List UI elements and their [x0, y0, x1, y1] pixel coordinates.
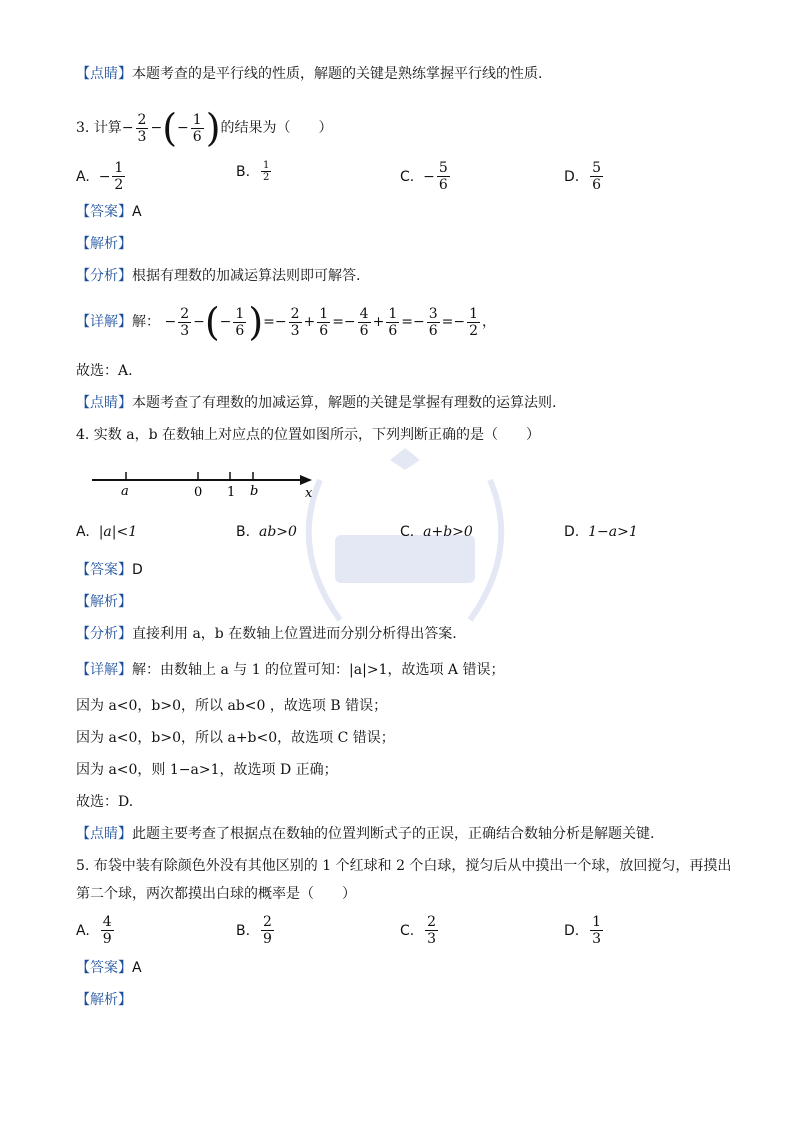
- q5-option-b[interactable]: B. $\frac{2}{9}$: [236, 914, 272, 947]
- q4-line-1: 因为 a<0，b>0，所以 ab<0 ，故选项 B 错误；: [76, 698, 388, 714]
- q4-option-d[interactable]: D. 1−a>1: [564, 524, 638, 540]
- q4-stem: 4. 实数 a，b 在数轴上对应点的位置如图所示，下列判断正确的是（ ）: [76, 427, 541, 443]
- q4-xiangjie: 【详解】解：由数轴上 a 与 1 的位置可知：|a|>1，故选项 A 错误；: [76, 662, 505, 678]
- q3-jiexi: 【解析】: [76, 236, 132, 252]
- q4-line-3: 因为 a<0，则 1−a>1，故选项 D 正确；: [76, 762, 338, 778]
- q3-fenxi: 【分析】根据有理数的加减运算法则即可解答.: [76, 268, 361, 284]
- q4-fenxi: 【分析】直接利用 a，b 在数轴上位置进而分别分析得出答案.: [76, 626, 457, 642]
- axis-label-zero: 0: [194, 485, 203, 500]
- q3-dianjing: 【点睛】本题考查了有理数的加减运算，解题的关键是掌握有理数的运算法则.: [76, 395, 557, 411]
- q3-guxuan: 故选：A.: [76, 363, 133, 379]
- q3-stem: 3. 计算 − $\frac{2}{3}$ − ( − $\frac{1}{6}$ ) 的结果为（ ）: [76, 106, 333, 150]
- number-line: [90, 466, 330, 506]
- q4-option-c[interactable]: C. a+b>0: [400, 524, 473, 540]
- q3-option-c[interactable]: C. − $\frac{5}{6}$: [400, 160, 448, 193]
- q4-option-a[interactable]: A. |a|<1: [76, 524, 138, 540]
- q3-xiangjie: 【详解】 解： − $\frac{2}{3}$ − ( − $\frac{1}{6}$ ) =− $\frac{2}{3}$ + $\frac{1}{6}$ =− $\frac{4}{6}$ + $\frac{1}{6}$ =− $\frac{3}{6}$ =− $\frac{1}{2}$ ，: [76, 300, 497, 344]
- axis-label-x: x: [305, 486, 313, 501]
- q4-option-b[interactable]: B. ab>0: [236, 524, 297, 540]
- dianjing-text: 本题考查的是平行线的性质，解题的关键是熟练掌握平行线的性质.: [132, 66, 543, 82]
- q4-jiexi: 【解析】: [76, 594, 132, 610]
- q3-frac-1: $\frac{2}{3}$: [137, 111, 147, 145]
- axis-label-one: 1: [227, 485, 236, 500]
- axis-label-a: a: [121, 484, 129, 499]
- q5-stem-1: 5. 布袋中装有除颜色外没有其他区别的 1 个红球和 2 个白球，搅匀后从中摸出一个球，放回搅匀，再摸出: [76, 858, 732, 874]
- q4-dianjing: 【点睛】此题主要考查了根据点在数轴的位置判断式子的正误，正确结合数轴分析是解题关键.: [76, 826, 655, 842]
- q5-jiexi: 【解析】: [76, 992, 132, 1008]
- q4-line-2: 因为 a<0，b>0，所以 a+b<0，故选项 C 错误；: [76, 730, 395, 746]
- q5-option-c[interactable]: C. $\frac{2}{3}$: [400, 914, 437, 947]
- dianjing-line: [76, 64, 542, 84]
- q5-option-d[interactable]: D. $\frac{1}{3}$: [564, 914, 602, 947]
- q5-stem-2: 第二个球，两次都摸出白球的概率是（ ）: [76, 886, 356, 902]
- q4-answer: 【答案】D: [76, 562, 143, 578]
- q3-frac-2: $\frac{1}{6}$: [192, 111, 202, 145]
- axis-label-b: b: [250, 484, 259, 499]
- q3-answer: 【答案】A: [76, 204, 142, 220]
- q4-guxuan: 故选：D.: [76, 794, 134, 810]
- q5-option-a[interactable]: A. $\frac{4}{9}$: [76, 914, 112, 947]
- q3-option-d[interactable]: D. $\frac{5}{6}$: [564, 160, 602, 193]
- dianjing-tag: 【点睛】: [76, 66, 132, 82]
- q5-answer: 【答案】A: [76, 960, 142, 976]
- q3-option-b[interactable]: B. $\frac{1}{2}$: [236, 160, 270, 183]
- q3-option-a[interactable]: A. − $\frac{1}{2}$: [76, 160, 124, 193]
